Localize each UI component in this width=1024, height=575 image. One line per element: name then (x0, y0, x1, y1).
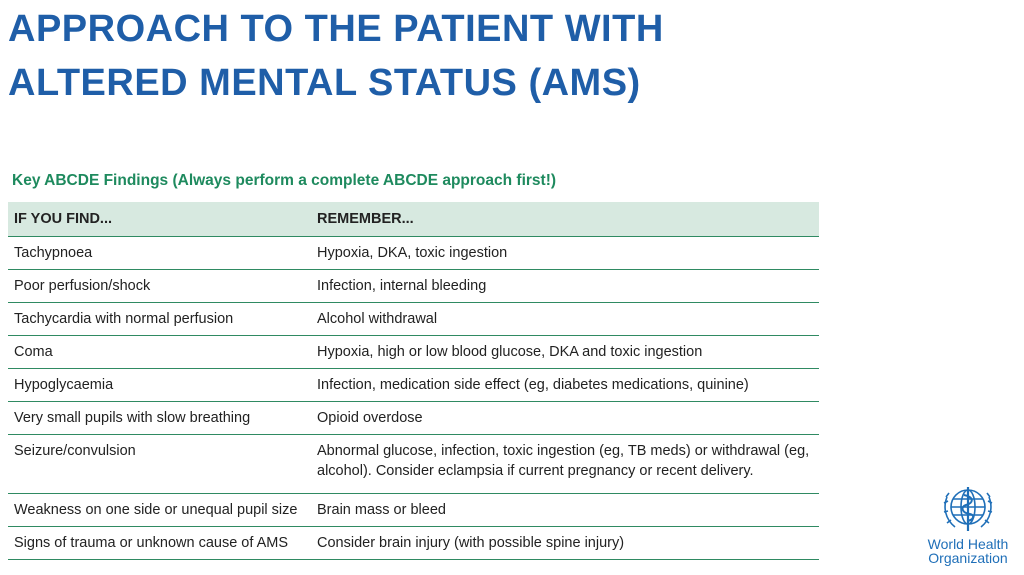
logo-line-1: World Health (927, 536, 1009, 552)
table-row (8, 369, 819, 402)
table-row (8, 303, 819, 336)
cell-finding: Signs of trauma or unknown cause of AMS (8, 527, 311, 560)
cell-finding: Seizure/convulsion (8, 435, 311, 494)
cell-finding: Hypoglycaemia (8, 369, 311, 402)
cell-remember: Hypoxia, DKA, toxic ingestion (311, 237, 819, 270)
cell-finding: Very small pupils with slow breathing (8, 402, 311, 435)
table-row (8, 527, 819, 560)
cell-remember: Consider brain injury (with possible spine injury) (311, 527, 819, 560)
cell-remember: Hypoxia, high or low blood glucose, DKA and toxic ingestion (311, 336, 819, 369)
findings-table (8, 202, 819, 560)
table-row (8, 435, 819, 494)
cell-remember: Infection, medication side effect (eg, diabetes medications, quinine) (311, 369, 819, 402)
table-header-row (8, 202, 819, 237)
cell-remember: Infection, internal bleeding (311, 270, 819, 303)
table-row (8, 336, 819, 369)
cell-finding: Coma (8, 336, 311, 369)
table-row (8, 270, 819, 303)
cell-finding: Poor perfusion/shock (8, 270, 311, 303)
table-caption: Key ABCDE Findings (Always perform a complete ABCDE approach first!) (12, 172, 557, 189)
who-emblem-icon (939, 483, 997, 535)
cell-remember: Brain mass or bleed (311, 494, 819, 527)
table-row (8, 237, 819, 270)
logo-line-2: Organization (928, 550, 1008, 566)
table-row (8, 402, 819, 435)
table-row (8, 494, 819, 527)
cell-remember: Abnormal glucose, infection, toxic ingestion (eg, TB meds) or withdrawal (eg, alcohol). Consider eclampsia if current pregnancy or recent delivery. (311, 435, 819, 494)
cell-finding: Tachypnoea (8, 237, 311, 270)
cell-finding: Weakness on one side or unequal pupil size (8, 494, 311, 527)
cell-remember: Opioid overdose (311, 402, 819, 435)
column-header-remember: REMEMBER... (311, 202, 819, 237)
page-title: APPROACH TO THE PATIENT WITH ALTERED MENTAL STATUS (AMS) (8, 8, 664, 104)
who-logo (918, 483, 1018, 565)
column-header-find: IF YOU FIND... (8, 202, 311, 237)
cell-finding: Tachycardia with normal perfusion (8, 303, 311, 336)
cell-remember: Alcohol withdrawal (311, 303, 819, 336)
